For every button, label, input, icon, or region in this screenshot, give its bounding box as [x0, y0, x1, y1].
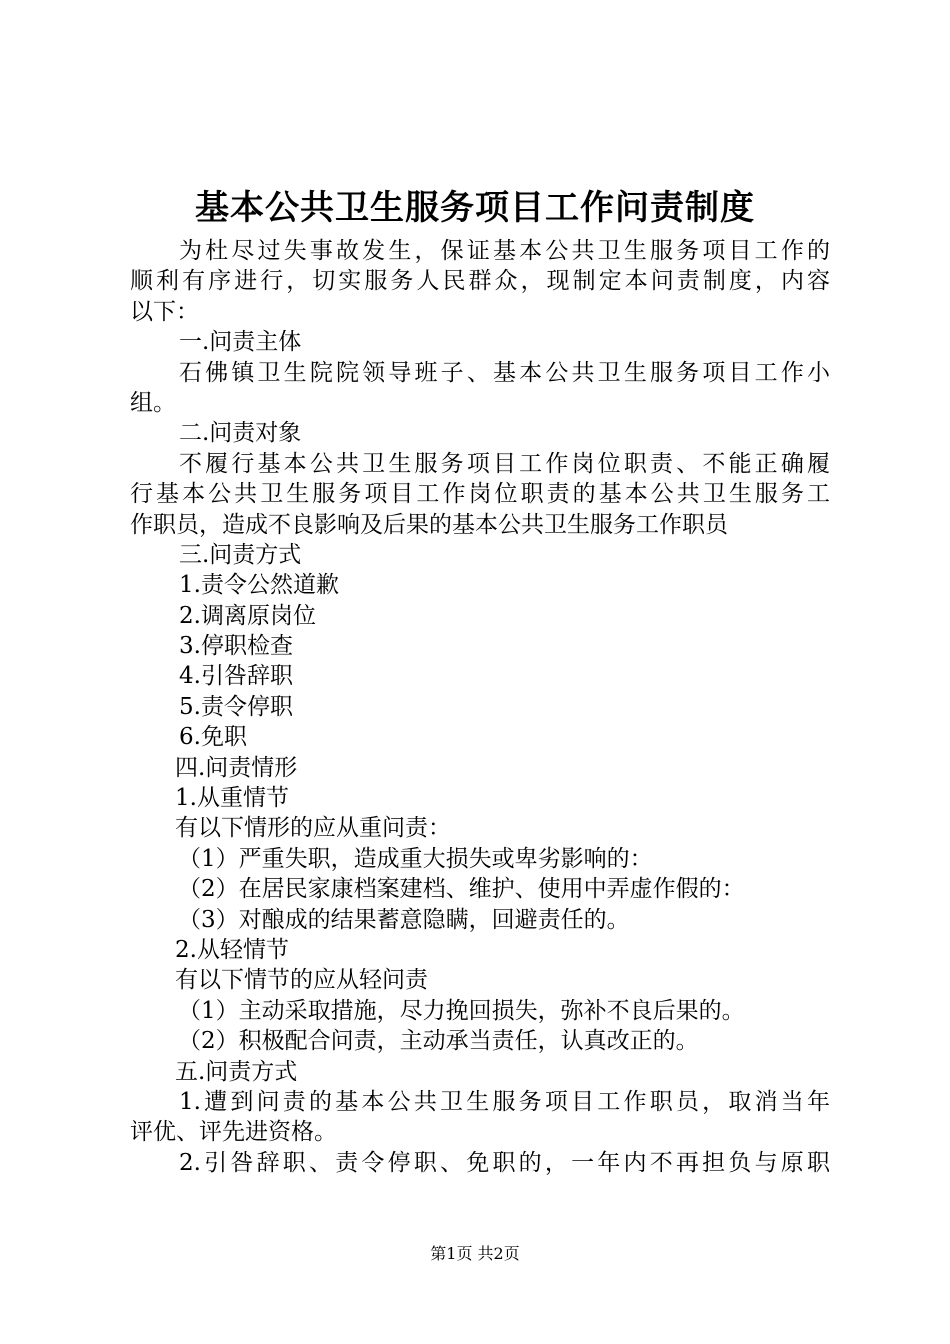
document-body [130, 236, 830, 1178]
paragraph-line: 组。 [130, 389, 176, 416]
paragraph-line: 石佛镇卫生院院领导班子、基本公共卫生服务项目工作小 [179, 359, 830, 386]
list-item: 6.免职 [179, 724, 247, 751]
paragraph-line: 作职员，造成不良影响及后果的基本公共卫生服务工作职员 [130, 511, 728, 538]
section-heading: 五.问责方式 [175, 1058, 298, 1085]
paragraph-line: 有以下情节的应从轻问责 [175, 967, 428, 994]
list-item: 4.引咎辞职 [179, 663, 293, 690]
list-item: （1）主动采取措施，尽力挽回损失，弥补不良后果的。 [178, 997, 745, 1024]
section-heading: 二.问责对象 [179, 420, 302, 447]
paragraph-line: 不履行基本公共卫生服务项目工作岗位职责、不能正确履 [179, 450, 830, 477]
list-item: 1.责令公然道歉 [179, 572, 339, 599]
section-heading: 一.问责主体 [179, 329, 302, 356]
paragraph-line: 2.引咎辞职、责令停职、免职的，一年内不再担负与原职 [179, 1149, 830, 1176]
list-item: （3）对酿成的结果蓄意隐瞒，回避责任的。 [178, 906, 630, 933]
paragraph-line: 1.遭到问责的基本公共卫生服务项目工作职员，取消当年 [179, 1088, 830, 1115]
paragraph-line: 以下： [130, 298, 199, 325]
list-item: （1）严重失职，造成重大损失或卑劣影响的： [178, 845, 653, 872]
document-title: 基本公共卫生服务项目工作问责制度 [195, 188, 755, 228]
paragraph-line: 为杜尽过失事故发生，保证基本公共卫生服务项目工作的 [179, 238, 830, 264]
section-heading: 三.问责方式 [179, 541, 302, 568]
paragraph-line: 顺利有序进行，切实服务人民群众，现制定本问责制度，内容 [130, 268, 830, 295]
paragraph-line: 评优、评先进资格。 [130, 1119, 337, 1146]
list-item: （2）在居民家康档案建档、维护、使用中弄虚作假的： [178, 876, 745, 903]
subsection-heading: 1.从重情节 [175, 785, 289, 812]
paragraph-line: 行基本公共卫生服务项目工作岗位职责的基本公共卫生服务工 [130, 481, 830, 508]
section-heading: 四.问责情形 [175, 754, 298, 781]
list-item: （2）积极配合问责，主动承当责任，认真改正的。 [178, 1028, 699, 1055]
page-indicator: 第1页 共2页 [430, 1244, 520, 1263]
list-item: 3.停职检查 [179, 633, 293, 660]
list-item: 2.调离原岗位 [179, 602, 316, 629]
list-item: 5.责令停职 [179, 693, 293, 720]
subsection-heading: 2.从轻情节 [175, 936, 289, 963]
paragraph-line: 有以下情形的应从重问责： [175, 815, 451, 842]
